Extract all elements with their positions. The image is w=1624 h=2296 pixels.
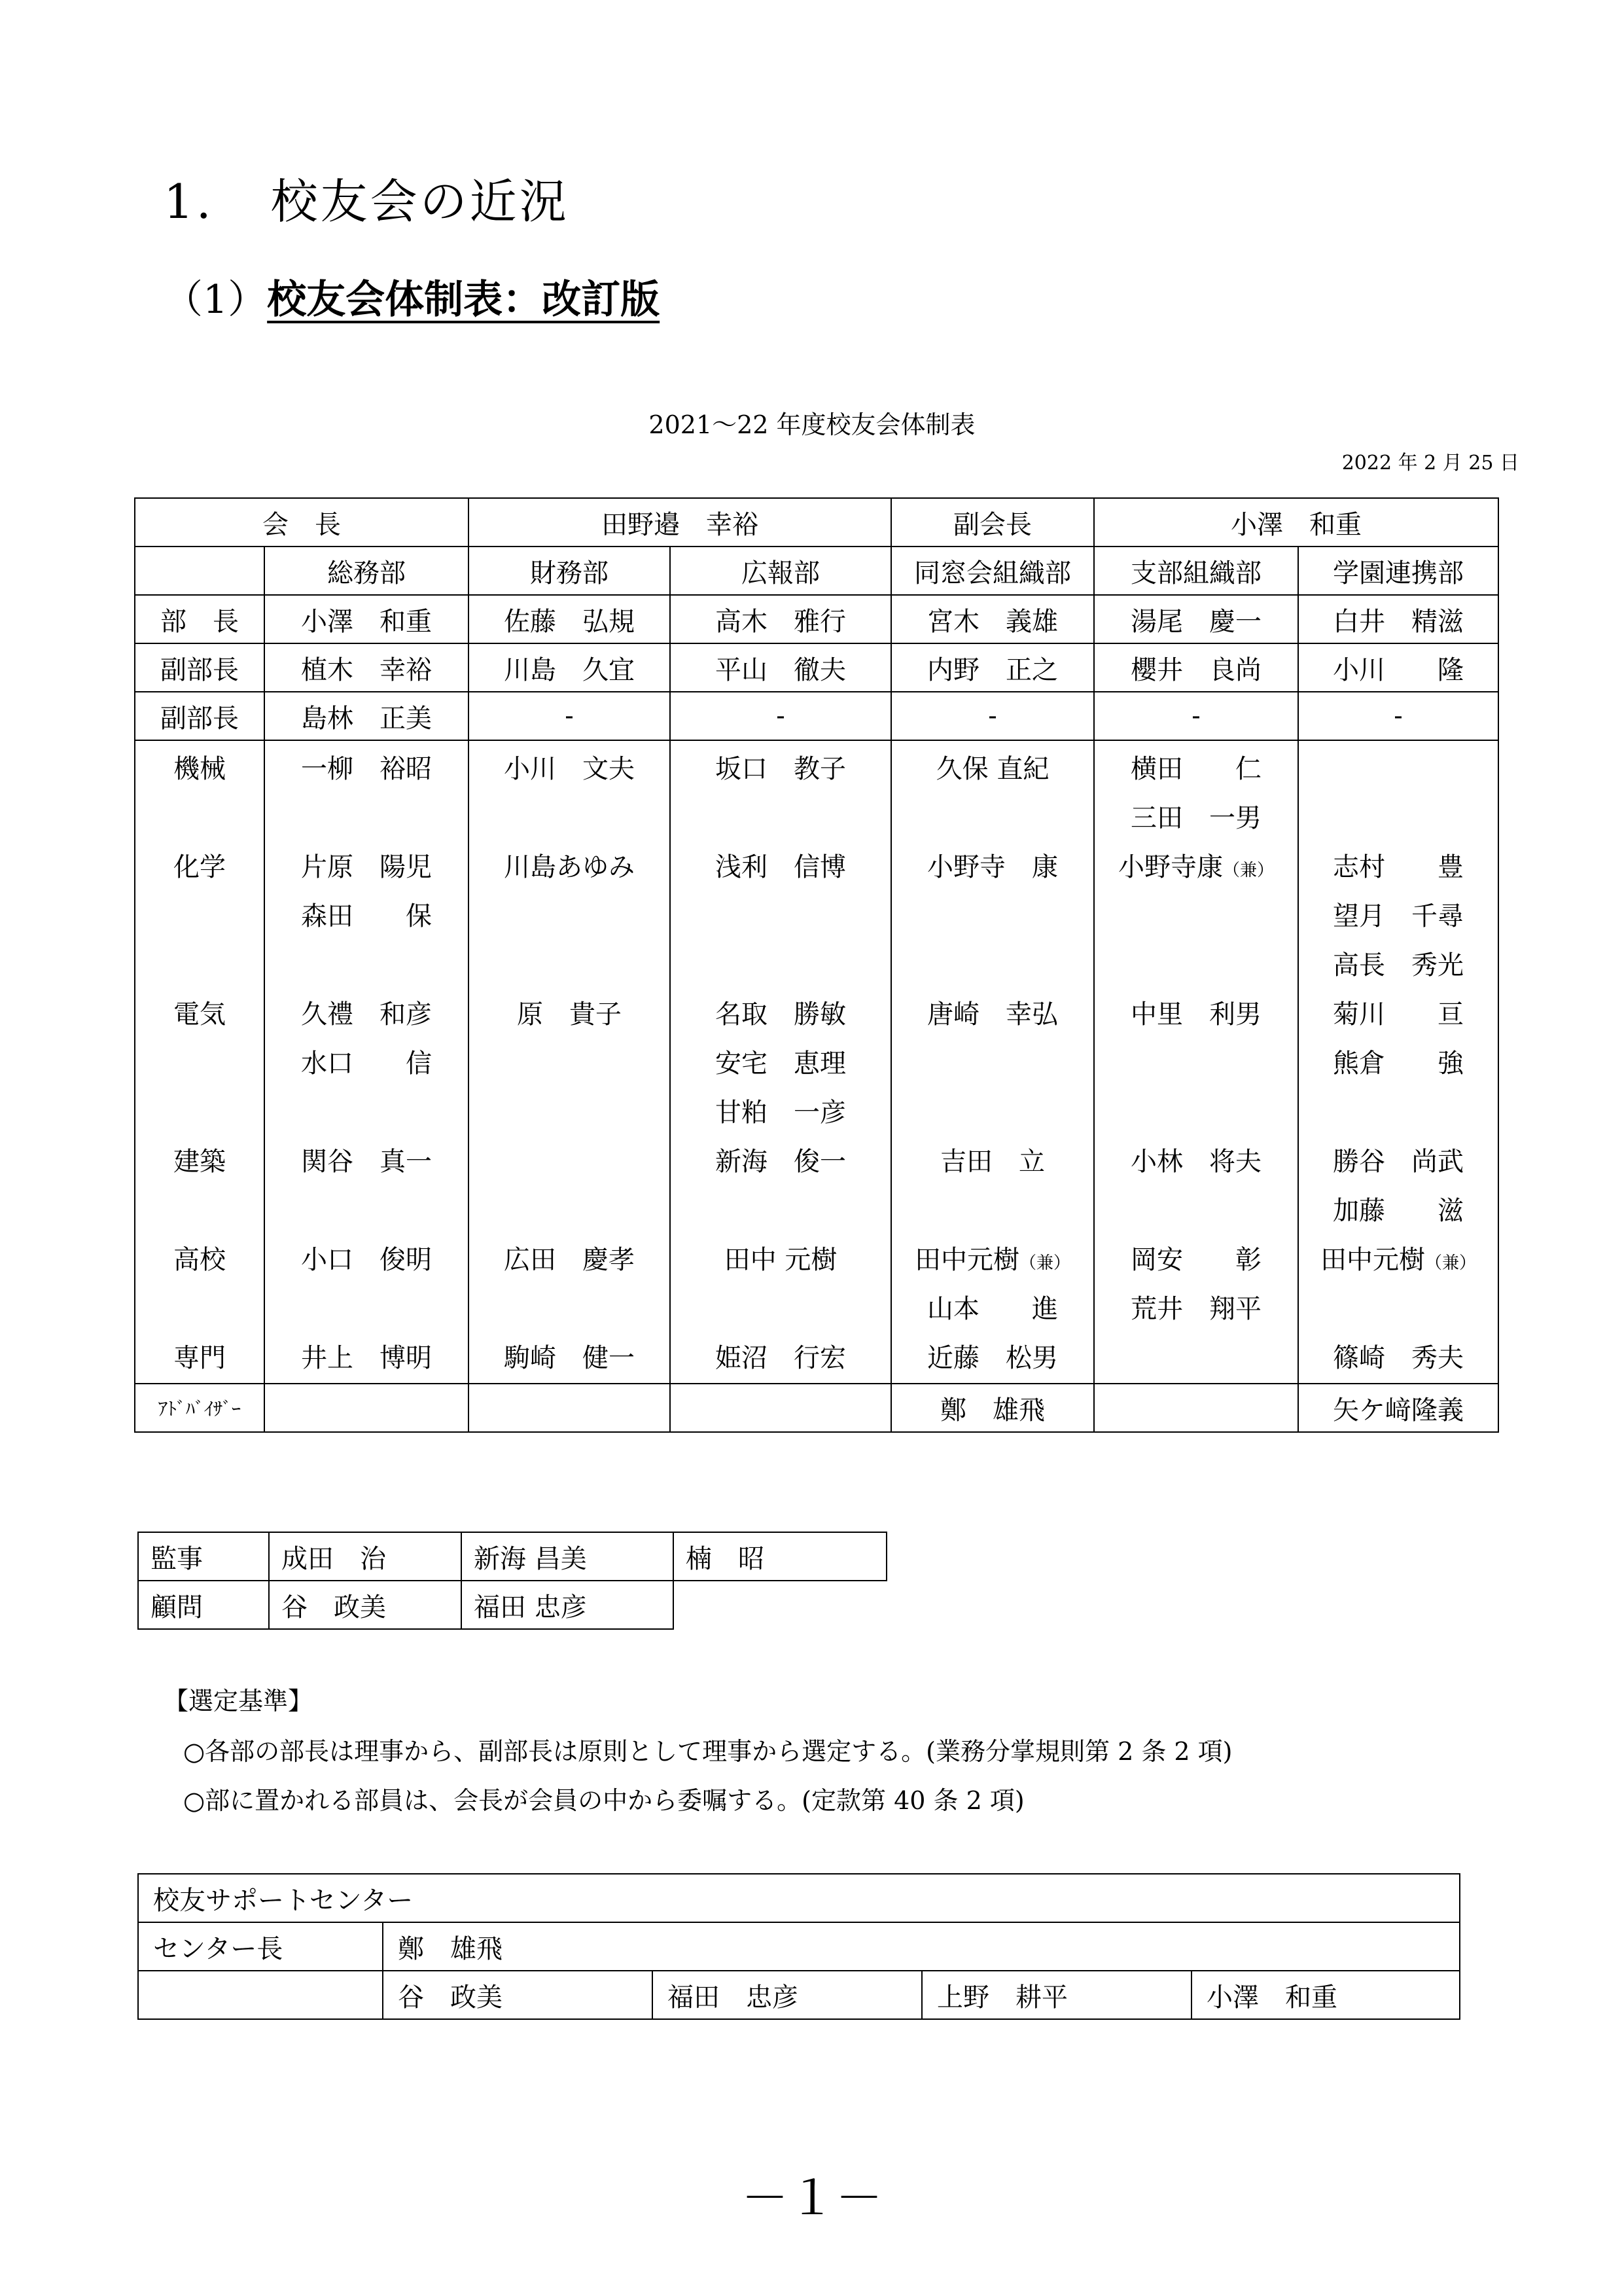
- member-name: 名取 勝敏: [715, 999, 846, 1030]
- head-name: 白井 精滋: [1298, 595, 1498, 643]
- member-category-label: [135, 794, 264, 843]
- member-name: 望月 千尋: [1333, 901, 1464, 931]
- subsection-heading: [164, 268, 660, 325]
- member-name: [1095, 941, 1297, 990]
- dept-header: 総務部: [264, 547, 468, 595]
- deputy-name: 櫻井 良尚: [1094, 643, 1298, 692]
- dept-header: 支部組織部: [1094, 547, 1298, 595]
- row-label: ｱﾄﾞﾊﾞｲｻﾞｰ: [135, 1384, 264, 1432]
- auditors-label: 監事: [138, 1532, 269, 1581]
- support-title-row: [138, 1874, 1460, 1922]
- president-name: 田野邉 幸裕: [468, 498, 891, 547]
- member-name: 加藤 滋: [1333, 1196, 1464, 1226]
- member-name: 菊川 亘: [1333, 999, 1464, 1030]
- advisors-label: 顧問: [138, 1581, 269, 1629]
- member-name: [265, 1285, 468, 1334]
- member-name: [892, 892, 1093, 941]
- head-name: 湯尾 慶一: [1094, 595, 1298, 643]
- deputies-row: [135, 692, 1498, 740]
- member-name: 熊倉 強: [1333, 1049, 1464, 1079]
- row-label: 副部長: [135, 692, 264, 740]
- member-name: 田中 元樹: [724, 1245, 838, 1275]
- head-name: 小澤 和重: [264, 595, 468, 643]
- member-name: [892, 794, 1093, 843]
- heads-row: [135, 595, 1498, 643]
- advisor-row: [135, 1384, 1498, 1432]
- advisors-row: [138, 1581, 887, 1629]
- member-name: [671, 794, 891, 843]
- member-name: 荒井 翔平: [1131, 1294, 1262, 1324]
- member-name: [1095, 1187, 1297, 1236]
- subsection-number: （1）: [164, 277, 268, 323]
- member-name: 志村 豊: [1333, 852, 1464, 882]
- member-name: 森田 保: [301, 901, 432, 931]
- member-name: 近藤 松男: [927, 1343, 1058, 1373]
- member-name: 横田 仁: [1131, 754, 1262, 784]
- members-list: [891, 740, 1094, 1384]
- member-name: [1095, 1088, 1297, 1138]
- table-caption: 2021～22 年度校友会体制表: [648, 410, 976, 439]
- member-name: [892, 1039, 1093, 1088]
- member-name: 篠崎 秀夫: [1333, 1343, 1464, 1373]
- member-name: 高長 秀光: [1333, 950, 1464, 980]
- member-name: [1095, 1334, 1297, 1383]
- member-name: 姫沼 行宏: [715, 1343, 846, 1373]
- member-name: 駒崎 健一: [504, 1343, 635, 1373]
- member-category-label: [135, 1187, 264, 1236]
- member-category-label: [135, 892, 264, 941]
- department-header-row: [135, 547, 1498, 595]
- row-label: 副部長: [135, 643, 264, 692]
- member-name: [469, 1039, 669, 1088]
- center-head-label: センター長: [138, 1922, 383, 1971]
- member-name: [469, 1285, 669, 1334]
- auditors-row: [138, 1532, 887, 1581]
- member-name: 広田 慶孝: [504, 1245, 635, 1275]
- support-head-row: [138, 1922, 1460, 1971]
- member-name: 小川 文夫: [504, 754, 635, 784]
- concurrent-mark: （兼）: [1019, 1253, 1070, 1273]
- member-name: 坂口 教子: [715, 754, 846, 784]
- member-name: 小口 俊明: [301, 1245, 432, 1275]
- advisor-name: 鄭 雄飛: [891, 1384, 1094, 1432]
- deputy-name: -: [670, 692, 891, 740]
- member-name: [1299, 1285, 1498, 1334]
- subsection-title: 校友会体制表：改訂版: [267, 277, 660, 323]
- head-name: 高木 雅行: [670, 595, 891, 643]
- empty-cell: [135, 547, 264, 595]
- support-member-name: 福田 忠彦: [652, 1971, 922, 2019]
- member-category-label: 機械: [173, 754, 226, 784]
- auditor-name: 成田 治: [269, 1532, 461, 1581]
- member-name: 一柳 裕昭: [301, 754, 432, 784]
- member-name: [1299, 1088, 1498, 1138]
- member-name: [1095, 1039, 1297, 1088]
- member-name: 川島あゆみ: [504, 852, 635, 882]
- head-name: 宮木 義雄: [891, 595, 1094, 643]
- member-name: [265, 941, 468, 990]
- member-name: 岡安 彰: [1131, 1245, 1262, 1275]
- org-table: [134, 497, 1499, 1433]
- auditor-name: 楠 昭: [673, 1532, 887, 1581]
- deputy-name: 平山 徹夫: [670, 643, 891, 692]
- advisor-member-name: 谷 政美: [269, 1581, 461, 1629]
- member-name: 吉田 立: [940, 1147, 1045, 1177]
- member-name: 甘粕 一彦: [715, 1098, 846, 1128]
- member-name: 小野寺康（兼）: [1118, 852, 1274, 882]
- member-name: [1095, 892, 1297, 941]
- deputy-name: -: [1094, 692, 1298, 740]
- members-list: [1094, 740, 1298, 1384]
- advisor-name: [1094, 1384, 1298, 1432]
- row-label: 部 長: [135, 595, 264, 643]
- deputies-row: [135, 643, 1498, 692]
- member-category-label: 建築: [173, 1147, 226, 1177]
- member-name: 浅利 信博: [715, 852, 846, 882]
- empty-cell: [138, 1971, 383, 2019]
- member-name: 小林 将夫: [1131, 1147, 1262, 1177]
- member-name: [469, 1187, 669, 1236]
- section-heading: [164, 164, 569, 232]
- support-member-name: 谷 政美: [383, 1971, 652, 2019]
- member-category-label: [135, 941, 264, 990]
- deputy-name: 川島 久宜: [468, 643, 670, 692]
- criteria-title: 【選定基準】: [164, 1687, 313, 1715]
- concurrent-mark: （兼）: [1222, 861, 1274, 880]
- member-name: [892, 1187, 1093, 1236]
- dept-header: 学園連携部: [1298, 547, 1498, 595]
- member-name: 久保 直紀: [936, 754, 1050, 784]
- deputy-name: -: [468, 692, 670, 740]
- vice-president-label: 副会長: [891, 498, 1094, 547]
- concurrent-mark: （兼）: [1424, 1253, 1476, 1273]
- dept-header: 同窓会組織部: [891, 547, 1094, 595]
- member-name: [892, 941, 1093, 990]
- member-name: [1299, 794, 1498, 843]
- members-list: [468, 740, 670, 1384]
- auditors-advisors-table: [137, 1532, 887, 1630]
- member-category-label: 電気: [173, 999, 226, 1030]
- member-name: 田中元樹（兼）: [1320, 1245, 1476, 1275]
- advisor-name: 矢ケ﨑隆義: [1298, 1384, 1498, 1432]
- members-list: [264, 740, 468, 1384]
- member-category-label: [135, 1285, 264, 1334]
- section-title: 校友会の近況: [270, 174, 569, 229]
- dept-header: 広報部: [670, 547, 891, 595]
- member-name: 山本 進: [927, 1294, 1058, 1324]
- member-name: 水口 信: [301, 1049, 432, 1079]
- member-name: 中里 利男: [1131, 999, 1262, 1030]
- member-name: [671, 1285, 891, 1334]
- member-name: 片原 陽児: [301, 852, 432, 882]
- president-label: 会 長: [135, 498, 468, 547]
- advisor-member-name: 福田 忠彦: [461, 1581, 673, 1629]
- dept-header: 財務部: [468, 547, 670, 595]
- deputy-name: -: [1298, 692, 1498, 740]
- support-center-table: [137, 1873, 1460, 2020]
- support-member-name: 上野 耕平: [922, 1971, 1192, 2019]
- member-name: [265, 1187, 468, 1236]
- member-name: [469, 941, 669, 990]
- member-category-label: 高校: [173, 1245, 226, 1275]
- section-number: 1.: [164, 174, 214, 229]
- center-head-name: 鄭 雄飛: [383, 1922, 1460, 1971]
- member-name: 井上 博明: [301, 1343, 432, 1373]
- member-category-label: 専門: [173, 1343, 226, 1373]
- member-name: [892, 1088, 1093, 1138]
- member-name: [671, 1187, 891, 1236]
- member-category-label: 化学: [173, 852, 226, 882]
- member-category-label: [135, 1088, 264, 1138]
- deputy-name: -: [891, 692, 1094, 740]
- member-name: [1299, 745, 1498, 794]
- criteria-item: ○部に置かれる部員は、会長が会員の中から委嘱する。(定款第 40 条 2 項): [183, 1786, 1025, 1815]
- member-name: 安宅 恵理: [715, 1049, 846, 1079]
- member-name: [265, 794, 468, 843]
- deputy-name: 島林 正美: [264, 692, 468, 740]
- advisor-name: [670, 1384, 891, 1432]
- advisor-name: [468, 1384, 670, 1432]
- member-category-labels: [135, 740, 264, 1384]
- member-name: 勝谷 尚武: [1333, 1147, 1464, 1177]
- member-name: [265, 1088, 468, 1138]
- page-number: －１－: [741, 2170, 883, 2225]
- member-name: 三田 一男: [1131, 803, 1262, 833]
- member-name: 久禮 和彦: [301, 999, 432, 1030]
- support-members-row: [138, 1971, 1460, 2019]
- member-name: 新海 俊一: [715, 1147, 846, 1177]
- empty-cell: [673, 1581, 887, 1629]
- support-center-title: 校友サポートセンター: [138, 1874, 1460, 1922]
- member-name: 関谷 真一: [301, 1147, 432, 1177]
- member-category-label: [135, 1039, 264, 1088]
- deputy-name: 植木 幸裕: [264, 643, 468, 692]
- member-name: [671, 941, 891, 990]
- member-name: [469, 1088, 669, 1138]
- advisor-name: [264, 1384, 468, 1432]
- support-member-name: 小澤 和重: [1192, 1971, 1460, 2019]
- member-name: [469, 892, 669, 941]
- head-name: 佐藤 弘規: [468, 595, 670, 643]
- member-name: [469, 794, 669, 843]
- president-row: [135, 498, 1498, 547]
- members-row: [135, 740, 1498, 1384]
- members-list: [670, 740, 891, 1384]
- vice-president-name: 小澤 和重: [1094, 498, 1498, 547]
- auditor-name: 新海 昌美: [461, 1532, 673, 1581]
- document-date: 2022 年 2 月 25 日: [1341, 452, 1519, 475]
- member-name: [469, 1138, 669, 1187]
- member-name: 田中元樹（兼）: [914, 1245, 1070, 1275]
- deputy-name: 小川 隆: [1298, 643, 1498, 692]
- criteria-item: ○各部の部長は理事から、副部長は原則として理事から選定する。(業務分掌規則第 2 条 2 項): [183, 1737, 1233, 1766]
- member-name: [671, 892, 891, 941]
- members-list: [1298, 740, 1498, 1384]
- member-name: 小野寺 康: [927, 852, 1058, 882]
- deputy-name: 内野 正之: [891, 643, 1094, 692]
- member-name: 原 貴子: [517, 999, 622, 1030]
- member-name: 唐崎 幸弘: [927, 999, 1058, 1030]
